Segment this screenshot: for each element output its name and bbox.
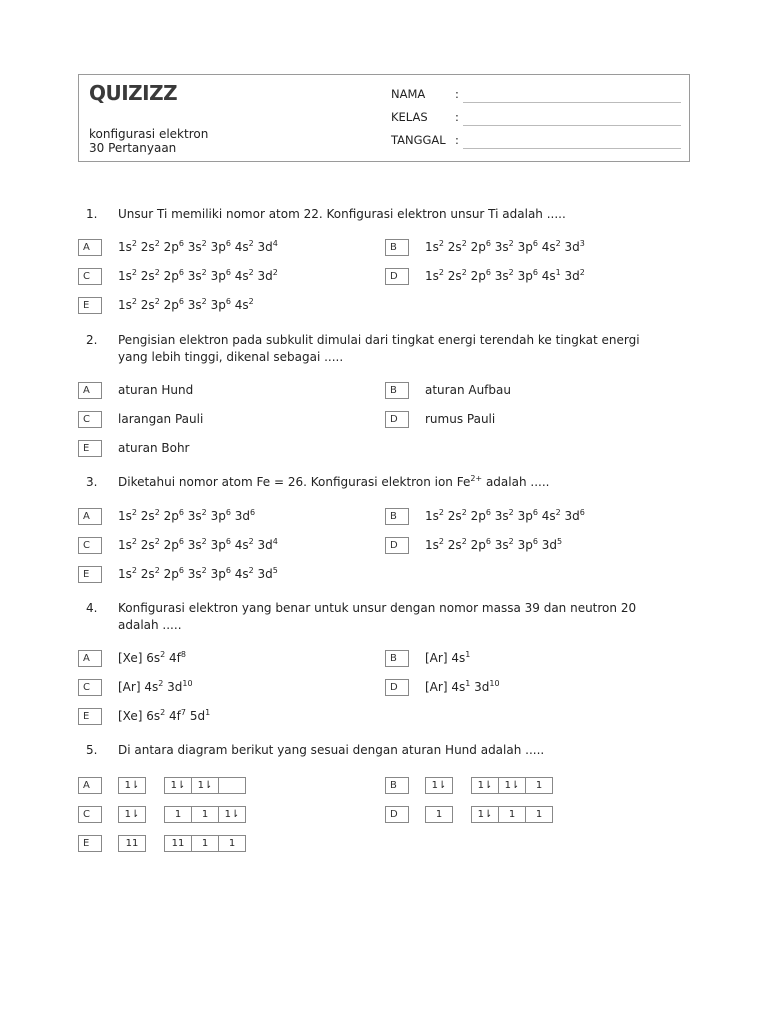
option-text: aturan Hund — [118, 383, 194, 397]
name-colon: : — [455, 87, 459, 101]
option-text: [Xe] $6s^2$ $4f^7$ $5d^1$ — [118, 708, 211, 723]
question-number: 3. — [86, 475, 98, 489]
option-letter-box: C — [78, 411, 102, 428]
orbital-box: 1 — [525, 777, 553, 794]
option-b[interactable] — [385, 382, 685, 400]
option-text: $1s^2$ $2s^2$ $2p^6$ $3s^2$ $3p^6$ $4s^2$ $3d^4$ — [118, 537, 278, 552]
orbital-box: 1 — [191, 806, 219, 823]
orbital-group — [425, 806, 453, 823]
orbital-box: 1⇂ — [471, 777, 499, 794]
option-letter-box: D — [385, 679, 409, 696]
orbital-diagram — [118, 835, 264, 852]
option-d[interactable] — [385, 268, 685, 286]
option-e[interactable] — [78, 835, 378, 853]
orbital-box: 1 — [425, 806, 453, 823]
option-text: [Xe] $6s^2$ $4f^8$ — [118, 650, 187, 665]
option-a[interactable] — [78, 650, 378, 668]
quiz-title: konfigurasi elektron — [89, 127, 209, 141]
option-text: $1s^2$ $2s^2$ $2p^6$ $3s^2$ $3p^6$ $4s^2$ $3d^4$ — [118, 239, 278, 254]
option-text: $1s^2$ $2s^2$ $2p^6$ $3s^2$ $3p^6$ $4s^2$ $3d^6$ — [425, 508, 585, 523]
option-text: $1s^2$ $2s^2$ $2p^6$ $3s^2$ $3p^6$ $3d^5$ — [425, 537, 563, 552]
orbital-box: 1⇂ — [118, 777, 146, 794]
option-letter-box: D — [385, 268, 409, 285]
option-letter-box: A — [78, 777, 102, 794]
orbital-group — [471, 777, 553, 794]
question-number: 4. — [86, 601, 98, 615]
date-field[interactable] — [391, 133, 465, 147]
option-b[interactable] — [385, 650, 685, 668]
orbital-box: 1⇂ — [118, 806, 146, 823]
option-letter-box: D — [385, 411, 409, 428]
orbital-diagram — [118, 777, 264, 794]
option-letter-box: E — [78, 708, 102, 725]
option-text: [Ar] $4s^1$ $3d^{10}$ — [425, 679, 500, 694]
orbital-diagram — [118, 806, 264, 823]
option-text: $1s^2$ $2s^2$ $2p^6$ $3s^2$ $3p^6$ $4s^2$ $3d^3$ — [425, 239, 585, 254]
option-b[interactable] — [385, 239, 685, 257]
option-e[interactable] — [78, 708, 378, 726]
option-letter-box: C — [78, 268, 102, 285]
option-b[interactable] — [385, 508, 685, 526]
option-letter-box: E — [78, 440, 102, 457]
option-text: larangan Pauli — [118, 412, 204, 426]
option-text: $1s^2$ $2s^2$ $2p^6$ $3s^2$ $3p^6$ $4s^2$ $3d^5$ — [118, 566, 278, 581]
option-letter-box: E — [78, 297, 102, 314]
name-label: NAMA — [391, 87, 426, 101]
orbital-box: 1⇂ — [471, 806, 499, 823]
orbital-box: 11 — [164, 835, 192, 852]
orbital-box: 1⇂ — [191, 777, 219, 794]
orbital-box: 1⇂ — [425, 777, 453, 794]
option-text: [Ar] $4s^1$ — [425, 650, 471, 665]
option-a[interactable] — [78, 239, 378, 257]
orbital-group — [471, 806, 553, 823]
option-letter-box: A — [78, 382, 102, 399]
option-text: rumus Pauli — [425, 412, 496, 426]
option-text: $1s^2$ $2s^2$ $2p^6$ $3s^2$ $3p^6$ $4s^2$ $3d^2$ — [118, 268, 278, 283]
option-letter-box: B — [385, 239, 409, 256]
question-text: Diketahui nomor atom Fe = 26. Konfigurasi elektron ion $Fe^{2+}$ adalah ..... — [118, 474, 550, 489]
class-line — [463, 125, 681, 126]
option-text: [Ar] $4s^2$ $3d^{10}$ — [118, 679, 193, 694]
orbital-group — [118, 777, 146, 794]
option-text: $1s^2$ $2s^2$ $2p^6$ $3s^2$ $3p^6$ $3d^6$ — [118, 508, 256, 523]
option-b[interactable] — [385, 777, 685, 795]
orbital-box: 1 — [218, 835, 246, 852]
option-letter-box: C — [78, 679, 102, 696]
option-d[interactable] — [385, 806, 685, 824]
option-d[interactable] — [385, 537, 685, 555]
option-letter-box: A — [78, 508, 102, 525]
option-c[interactable] — [78, 268, 378, 286]
orbital-diagram — [425, 806, 571, 823]
question-text: Unsur Ti memiliki nomor atom 22. Konfigurasi elektron unsur Ti adalah ..... — [118, 207, 566, 221]
question-text: Pengisian elektron pada subkulit dimulai dari tingkat energi terendah ke tingkat energi yang lebih tinggi, dikenal sebagai ..... — [118, 333, 640, 364]
option-text: $1s^2$ $2s^2$ $2p^6$ $3s^2$ $3p^6$ $4s^1$ $3d^2$ — [425, 268, 585, 283]
option-text: aturan Aufbau — [425, 383, 511, 397]
option-a[interactable] — [78, 382, 378, 400]
question-number: 5. — [86, 743, 98, 757]
question-text: Di antara diagram berikut yang sesuai dengan aturan Hund adalah ..... — [118, 743, 545, 757]
option-c[interactable] — [78, 537, 378, 555]
orbital-group — [118, 806, 146, 823]
orbital-box: 1⇂ — [498, 777, 526, 794]
class-label: KELAS — [391, 110, 428, 124]
orbital-group — [164, 835, 246, 852]
option-a[interactable] — [78, 508, 378, 526]
option-letter-box: B — [385, 508, 409, 525]
orbital-diagram — [425, 777, 571, 794]
option-letter-box: B — [385, 777, 409, 794]
question-count: 30 Pertanyaan — [89, 141, 177, 155]
orbital-group — [164, 777, 246, 794]
orbital-group — [425, 777, 453, 794]
option-text: aturan Bohr — [118, 441, 190, 455]
date-colon: : — [455, 133, 459, 147]
name-line — [463, 102, 681, 103]
option-c[interactable] — [78, 679, 378, 697]
class-colon: : — [455, 110, 459, 124]
option-e[interactable] — [78, 566, 378, 584]
orbital-group — [118, 835, 146, 852]
option-c[interactable] — [78, 411, 378, 429]
orbital-box: 1⇂ — [164, 777, 192, 794]
option-text: $1s^2$ $2s^2$ $2p^6$ $3s^2$ $3p^6$ $4s^2$ — [118, 297, 254, 312]
option-letter-box: A — [78, 650, 102, 667]
quizizz-logo: QUIZIZZ — [89, 81, 178, 105]
orbital-box: 1 — [498, 806, 526, 823]
orbital-box: 1 — [164, 806, 192, 823]
orbital-box: 11 — [118, 835, 146, 852]
orbital-box: 1⇂ — [218, 806, 246, 823]
option-letter-box: B — [385, 382, 409, 399]
class-field[interactable] — [391, 110, 465, 124]
question-number: 1. — [86, 207, 98, 221]
option-d[interactable] — [385, 411, 685, 429]
option-letter-box: B — [385, 650, 409, 667]
option-letter-box: E — [78, 835, 102, 852]
orbital-box: 1 — [525, 806, 553, 823]
option-letter-box: C — [78, 806, 102, 823]
orbital-group — [164, 806, 246, 823]
option-e[interactable] — [78, 297, 378, 315]
question-text: Konfigurasi elektron yang benar untuk unsur dengan nomor massa 39 dan neutron 20 adalah ..... — [118, 601, 637, 632]
option-e[interactable] — [78, 440, 378, 458]
date-line — [463, 148, 681, 149]
worksheet-header — [78, 74, 690, 162]
option-letter-box: C — [78, 537, 102, 554]
orbital-box — [218, 777, 246, 794]
option-letter-box: E — [78, 566, 102, 583]
option-a[interactable] — [78, 777, 378, 795]
option-letter-box: D — [385, 537, 409, 554]
name-field[interactable] — [391, 87, 465, 101]
option-d[interactable] — [385, 679, 685, 697]
orbital-box: 1 — [191, 835, 219, 852]
option-letter-box: A — [78, 239, 102, 256]
question-number: 2. — [86, 333, 98, 347]
option-letter-box: D — [385, 806, 409, 823]
option-c[interactable] — [78, 806, 378, 824]
date-label: TANGGAL — [391, 133, 446, 147]
